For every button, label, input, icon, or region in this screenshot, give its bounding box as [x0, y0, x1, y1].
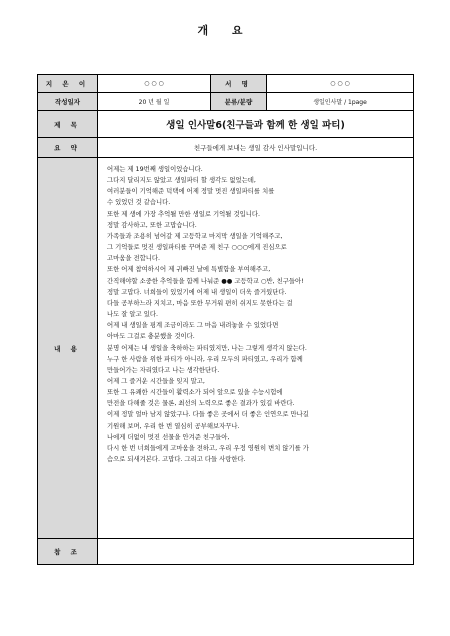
content-line: 나도 잘 알고 있다.	[107, 311, 158, 319]
content-line: 누구 한 사람을 위한 파티가 아니라, 우리 모두의 파티였고, 우리가 함께	[107, 355, 303, 363]
content-line: 또한 어제 참여하시어 제 귀빠진 날에 특별함을 부여해주고,	[107, 266, 271, 274]
overview-form-table	[37, 74, 414, 565]
content-line: 또한 그 유쾌한 시간들이 활력소가 되어 앞으로 있을 수능시험에	[107, 389, 283, 397]
content-line: 그다지 달리지도 않았고 생일파티 할 생각도 없었는데,	[107, 177, 256, 185]
signature-label: 서 명	[211, 75, 267, 93]
content-row	[38, 158, 414, 539]
content-line: 정말 고맙다. 너희들이 있었기에 어제 내 생일이 더욱 즐거웠단다.	[107, 288, 287, 296]
content-line: 정말 감사하고, 또한 고맙습니다.	[107, 221, 197, 229]
date-label: 작성일자	[38, 93, 98, 111]
content-line: 어제 그 즐거운 시간들을 잊지 말고,	[107, 377, 205, 385]
content-line: 어제 내 생일을 핑계 조금이라도 그 마음 내려놓을 수 있었다면	[107, 322, 279, 330]
category-value: 생일인사말 / 1page	[267, 93, 414, 111]
content-line: 그 기억들로 멋진 생일파티를 꾸며준 제 친구 ○○○에게 진심으로	[107, 244, 287, 252]
content-line: 나에게 더없이 멋진 선물을 안겨준 친구들아,	[107, 433, 230, 441]
content-line: 슴으로 되새겨본다. 고맙다. 그리고 다들 사랑한다.	[107, 456, 246, 464]
summary-row	[38, 138, 414, 158]
content-line: 수 있었던 것 같습니다.	[107, 199, 171, 207]
reference-row	[38, 539, 414, 565]
content-line: 다들 공부하느라 지치고, 마음 또한 무거워 편히 쉬지도 못한다는 걸	[107, 299, 293, 307]
signature-value: ○ ○ ○	[267, 75, 414, 93]
content-lines	[107, 164, 404, 465]
content-line: 고마움을 전합니다.	[107, 255, 161, 263]
summary-label: 요 약	[38, 138, 98, 158]
content-line: 이제 정말 얼마 남지 않았구나. 다들 좋은 곳에서 더 좋은 인연으로 만나길	[107, 411, 309, 419]
page-title: 개 요	[197, 24, 253, 37]
content-body	[98, 158, 414, 539]
author-value: ○ ○ ○	[98, 75, 211, 93]
subject-row	[38, 111, 414, 138]
content-line: 또한 제 생에 가장 추억될 만한 생일로 기억될 것입니다.	[107, 210, 260, 218]
content-line: 만전을 다해줄 것은 물론, 최선의 노력으로 좋은 결과가 있길 바란다.	[107, 400, 295, 408]
content-line: 기원해 보며, 우리 한 번 열심히 공부해보자꾸나.	[107, 422, 240, 430]
content-line: 아마도 그걸로 충분했을 것이다.	[107, 333, 195, 341]
content-line: 분명 어제는 내 생일을 축하하는 파티였지만, 나는 그렇게 생각지 않는다.	[107, 344, 307, 352]
date-row	[38, 93, 414, 111]
summary-value: 친구들에게 보내는 생일 감사 인사말입니다.	[98, 138, 414, 158]
content-label: 내 용	[38, 158, 98, 539]
content-line: 간직해야할 소중한 추억들을 함께 나눠준 ●● 고등학교 ○반, 친구들아!	[107, 277, 304, 285]
content-line: 가족들과 조용히 넘어갈 제 고등학교 마지막 생일을 기억해주고,	[107, 232, 283, 240]
content-line: 다시 한 번 너희들에게 고마움을 전하고, 우리 우정 영원히 변치 않기를 가	[107, 444, 309, 452]
subject-value: 생일 인사말6(친구들과 함께 한 생일 파티)	[98, 111, 414, 138]
category-label: 분류/분량	[211, 93, 267, 111]
subject-label: 제 목	[38, 111, 98, 138]
content-line: 어제는 제 19번째 생일이었습니다.	[107, 166, 203, 173]
reference-label: 참 조	[38, 539, 98, 565]
reference-value	[98, 539, 414, 565]
content-line: 만들어가는 자리였다고 나는 생각한단다.	[107, 366, 220, 374]
author-row	[38, 75, 414, 93]
date-value: 20 년 월 일	[98, 93, 211, 111]
content-line: 여러분들이 기억해준 덕택에 어제 정말 멋진 생일파티를 치를	[107, 188, 275, 196]
author-label: 지 은 이	[38, 75, 98, 93]
